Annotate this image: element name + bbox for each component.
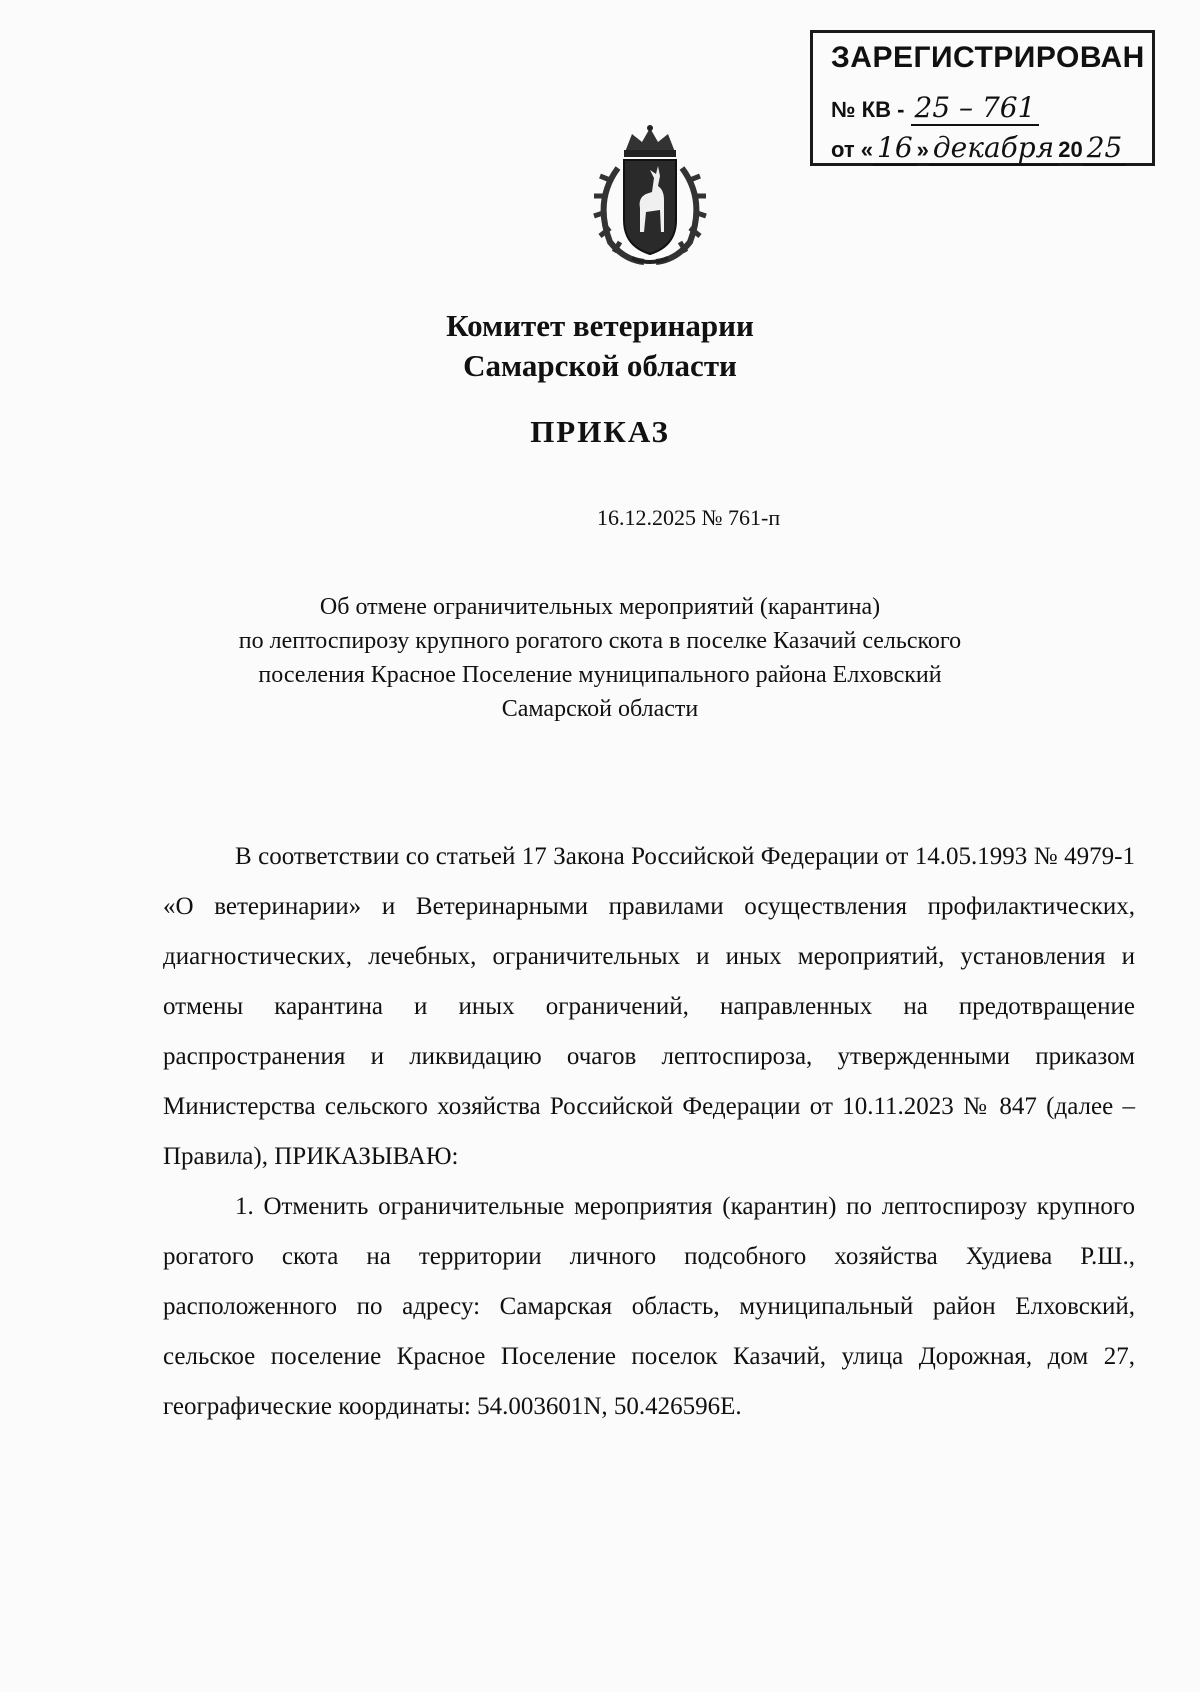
subject-line-1: Об отмене ограничительных мероприятий (карантина) xyxy=(319,594,881,620)
document-date-number: 16.12.2025 № 761-п xyxy=(597,505,781,530)
document-subject xyxy=(100,590,1100,726)
subject-line-3: поселения Красное Поселение муниципального района Елховский xyxy=(258,662,942,688)
samara-coat-of-arms-icon xyxy=(580,120,720,270)
stamp-month-sep: » xyxy=(916,137,929,162)
document-body xyxy=(163,832,1135,1432)
org-line-2: Самарской области xyxy=(463,348,737,383)
stamp-title: ЗАРЕГИСТРИРОВАН xyxy=(831,41,1145,74)
org-line-1: Комитет ветеринарии xyxy=(446,308,754,343)
stamp-year-handwritten: 25 xyxy=(1083,131,1127,166)
registration-stamp xyxy=(810,30,1155,166)
stamp-date-prefix: от « xyxy=(831,137,874,162)
stamp-number-row xyxy=(831,91,1039,124)
stamp-number-handwritten: 25 – 761 xyxy=(911,91,1040,126)
stamp-number-prefix: № КВ - xyxy=(831,97,905,122)
subject-line-4: Самарской области xyxy=(501,696,699,722)
stamp-day-handwritten: 16 xyxy=(873,131,917,166)
body-item-1: 1. Отменить ограничительные мероприятия (карантин) по лептоспирозу крупного рогатого скота на территории личного подсобного хозяйства Худиева Р.Ш., расположенного по адресу: Самарская область, муниципальный район Елховский, сельское поселение Красное Поселение поселок Казачий, улица Дорожная, дом 27, географические координаты: 54.003601N, 50.426596E. xyxy=(163,1193,1135,1420)
document-type-title: ПРИКАЗ xyxy=(530,414,670,449)
stamp-year-prefix: 20 xyxy=(1058,137,1083,162)
subject-line-2: по лептоспирозу крупного рогатого скота в поселке Казачий сельского xyxy=(238,628,962,654)
stamp-month-handwritten: декабря xyxy=(929,131,1058,166)
organization-name xyxy=(0,306,1200,386)
body-preamble: В соответствии со статьей 17 Закона Российской Федерации от 14.05.1993 № 4979-1 «О ветеринарии» и Ветеринарными правилами осуществления профилактических, диагностических, лечебных, ограничительных и иных мероприятий, установления и отмены карантина и иных ограничений, направленных на предотвращение распространения и ликвидацию очагов лептоспироза, утвержденными приказом Министерства сельского хозяйства Российской Федерации от 10.11.2023 № 847 (далее – Правила), ПРИКАЗЫВАЮ: xyxy=(163,843,1135,1170)
stamp-date-row xyxy=(831,131,1126,164)
